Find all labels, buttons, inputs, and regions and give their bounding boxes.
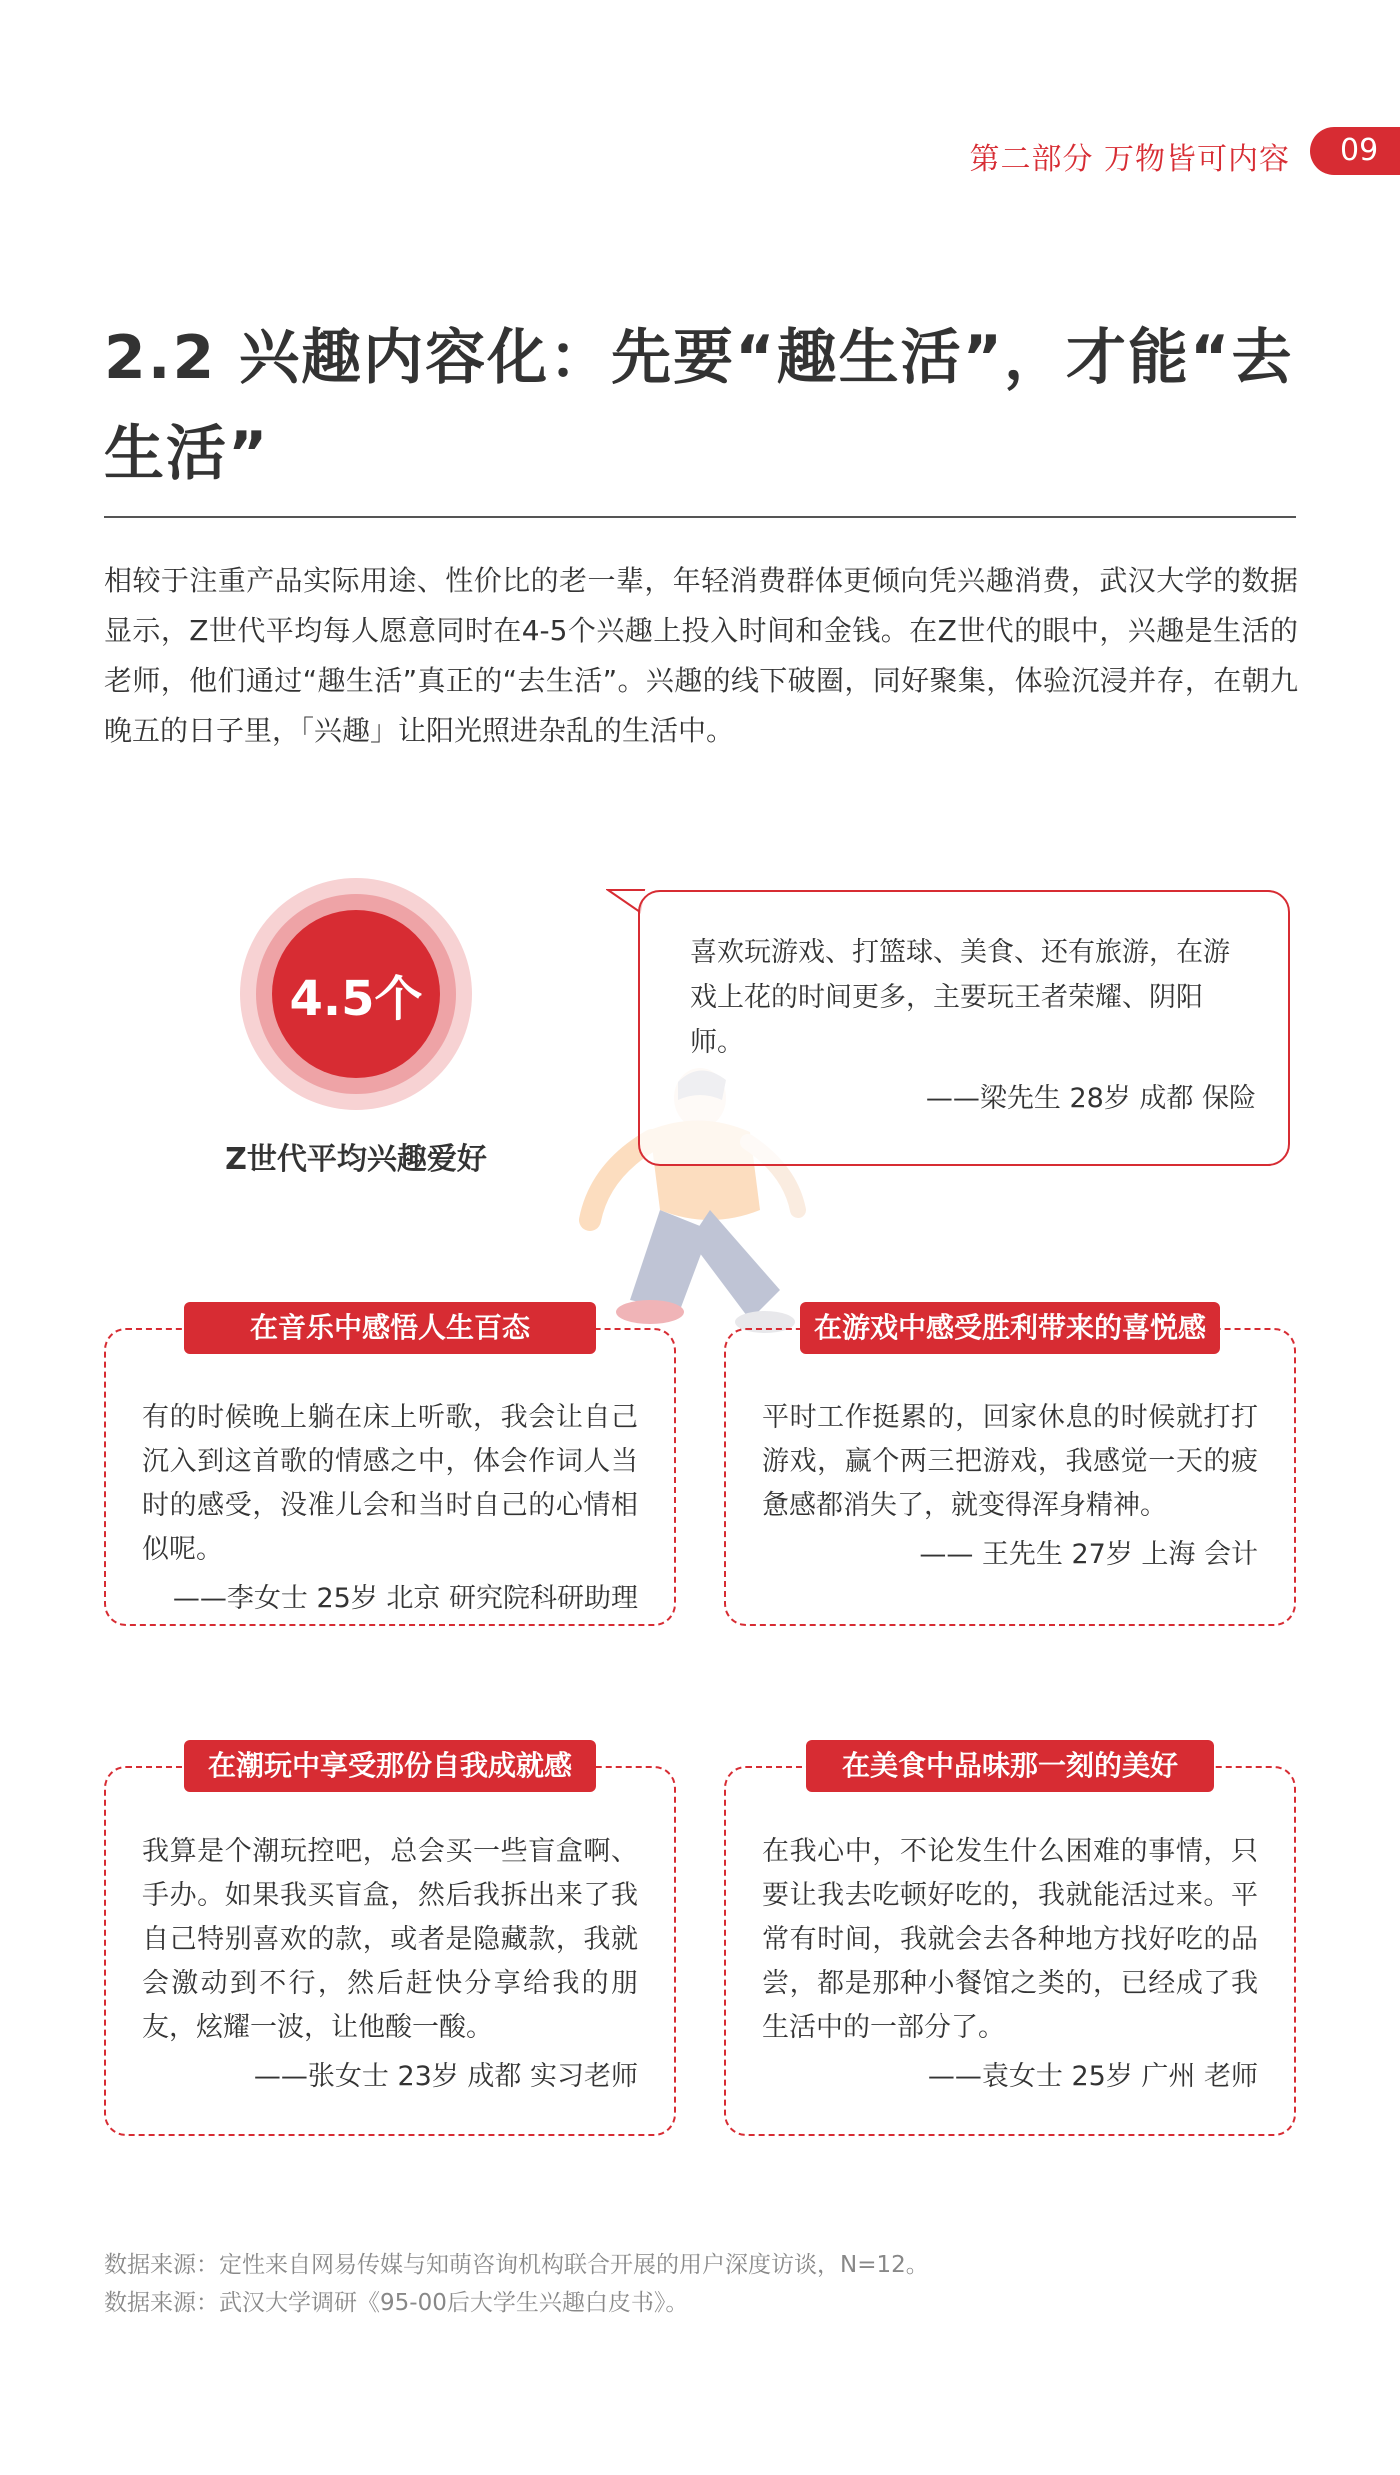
page-number-badge: 09	[1310, 127, 1400, 175]
title-divider	[104, 516, 1296, 518]
stat-value: 4.5个	[272, 910, 440, 1078]
quote-card-music-title: 在音乐中感悟人生百态	[184, 1302, 596, 1354]
data-source-line-2: 数据来源：武汉大学调研《95-00后大学生兴趣白皮书》。	[104, 2290, 689, 2316]
quote-card-music-signature: ——李女士 25岁 北京 研究院科研助理	[172, 1583, 638, 1614]
stat-label: Z世代平均兴趣爱好	[225, 1142, 487, 1177]
quote-bubble-signature: ——梁先生 28岁 成都 保险	[925, 1083, 1256, 1114]
quote-card-toys-text: 我算是个潮玩控吧，总会买一些盲盒啊、手办。如果我买盲盒，然后我拆出来了我自己特别喜欢的款，或者是隐藏款，我就会激动到不行，然后赶快分享给我的朋友，炫耀一波，让他酸一酸。	[142, 1836, 638, 2043]
quote-card-food-text: 在我心中，不论发生什么困难的事情，只要让我去吃顿好吃的，我就能活过来。平常有时间，我就会去各种地方找好吃的品尝，都是那种小餐馆之类的，已经成了我生活中的一部分了。	[762, 1836, 1258, 2043]
page-title: 2.2 兴趣内容化：先要“趣生活”，才能“去生活”	[104, 323, 1294, 489]
quote-card-toys-signature: ——张女士 23岁 成都 实习老师	[253, 2061, 638, 2092]
quote-card-music-text: 有的时候晚上躺在床上听歌，我会让自己沉入到这首歌的情感之中，体会作词人当时的感受，没准儿会和当时自己的心情相似呢。	[142, 1402, 638, 1565]
intro-paragraph: 相较于注重产品实际用途、性价比的老一辈，年轻消费群体更倾向凭兴趣消费，武汉大学的数据显示，Z世代平均每人愿意同时在4-5个兴趣上投入时间和金钱。在Z世代的眼中，兴趣是生活的老师，他们通过“趣生活”真正的“去生活”。兴趣的线下破圈，同好聚集，体验沉浸并存，在朝九晚五的日子里，「兴趣」让阳光照进杂乱的生活中。	[104, 564, 1298, 747]
quote-card-games-signature: —— 王先生 27岁 上海 会计	[919, 1539, 1258, 1570]
quote-card-games-text: 平时工作挺累的，回家休息的时候就打打游戏，赢个两三把游戏，我感觉一天的疲惫感都消失了，就变得浑身精神。	[762, 1402, 1258, 1521]
quote-bubble-text: 喜欢玩游戏、打篮球、美食、还有旅游，在游戏上花的时间更多，主要玩王者荣耀、阴阳师。	[690, 937, 1230, 1058]
quote-card-food-signature: ——袁女士 25岁 广州 老师	[927, 2061, 1258, 2092]
quote-card-toys-title: 在潮玩中享受那份自我成就感	[184, 1740, 596, 1792]
section-label: 第二部分 万物皆可内容	[969, 142, 1290, 177]
quote-card-games-title: 在游戏中感受胜利带来的喜悦感	[800, 1302, 1220, 1354]
data-source-line-1: 数据来源：定性来自网易传媒与知萌咨询机构联合开展的用户深度访谈，N=12。	[104, 2252, 929, 2278]
quote-card-food-title: 在美食中品味那一刻的美好	[806, 1740, 1214, 1792]
